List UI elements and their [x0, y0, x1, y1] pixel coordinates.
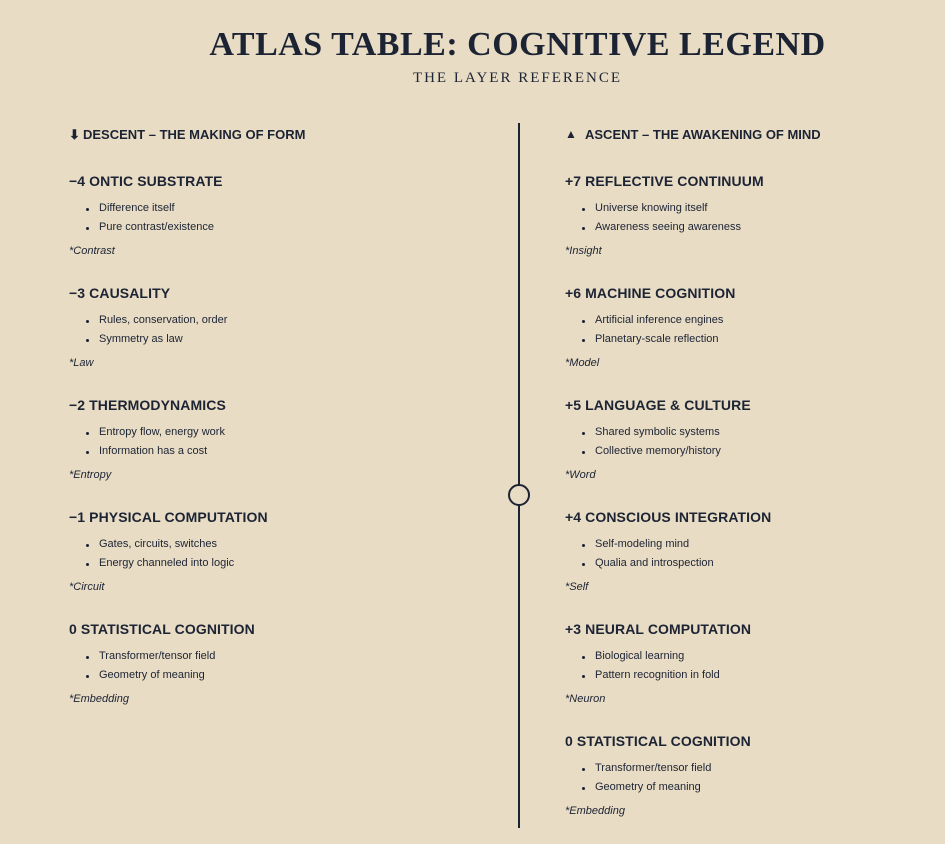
layer-block [565, 284, 945, 396]
layer-items [69, 311, 449, 349]
page-title: ATLAS TABLE: COGNITIVE LEGEND [209, 26, 826, 63]
layer-items [565, 199, 945, 237]
list-item: Energy channeled into logic [86, 554, 449, 573]
list-item: Geometry of meaning [86, 666, 449, 685]
descent-column [69, 126, 449, 732]
list-item: Transformer/tensor field [86, 647, 449, 666]
list-item: Collective memory/history [582, 442, 945, 461]
layer-tag: *Model [565, 357, 600, 369]
list-item: Artificial inference engines [582, 311, 945, 330]
list-item: Transformer/tensor field [582, 759, 945, 778]
layer-tag: *Neuron [565, 693, 606, 705]
list-item: Gates, circuits, switches [86, 535, 449, 554]
layer-block [565, 396, 945, 508]
layer-tag: *Insight [565, 245, 602, 257]
list-item: Universe knowing itself [582, 199, 945, 218]
layer-block [565, 732, 945, 844]
layer-tag: *Entropy [69, 469, 112, 481]
list-item: Biological learning [582, 647, 945, 666]
layer-title: +3 NEURAL COMPUTATION [565, 621, 752, 637]
layer-items [565, 311, 945, 349]
layer-items [565, 535, 945, 573]
layer-title: −2 THERMODYNAMICS [69, 397, 226, 413]
layer-items [69, 423, 449, 461]
list-item: Awareness seeing awareness [582, 218, 945, 237]
layer-items [565, 759, 945, 797]
layer-items [565, 647, 945, 685]
list-item: Entropy flow, energy work [86, 423, 449, 442]
layer-items [69, 535, 449, 573]
layer-title: +4 CONSCIOUS INTEGRATION [565, 509, 772, 525]
list-item: Rules, conservation, order [86, 311, 449, 330]
center-divider [518, 123, 520, 828]
layer-tag: *Self [565, 581, 589, 593]
layer-title: −1 PHYSICAL COMPUTATION [69, 509, 268, 525]
list-item: Difference itself [86, 199, 449, 218]
layer-tag: *Word [565, 469, 596, 481]
descent-heading [69, 126, 449, 143]
layer-title: −3 CAUSALITY [69, 285, 171, 301]
layer-block [565, 172, 945, 284]
layer-items [69, 199, 449, 237]
layer-block [69, 172, 449, 284]
layer-block [69, 284, 449, 396]
layer-title: 0 STATISTICAL COGNITION [69, 621, 255, 637]
layer-title: −4 ONTIC SUBSTRATE [69, 173, 223, 189]
layer-title: +7 REFLECTIVE CONTINUUM [565, 173, 764, 189]
list-item: Shared symbolic systems [582, 423, 945, 442]
list-item: Information has a cost [86, 442, 449, 461]
layer-title: 0 STATISTICAL COGNITION [565, 733, 751, 749]
layer-block [565, 620, 945, 732]
arrow-down-icon: ⬇ [69, 127, 80, 142]
layer-items [565, 423, 945, 461]
list-item: Self-modeling mind [582, 535, 945, 554]
list-item: Geometry of meaning [582, 778, 945, 797]
layer-items [69, 647, 449, 685]
descent-heading-label: DESCENT – THE MAKING OF FORM [83, 127, 306, 142]
center-node-circle-icon [508, 484, 530, 506]
layer-tag: *Embedding [69, 693, 129, 705]
layer-tag: *Law [69, 357, 94, 369]
layer-block [69, 396, 449, 508]
page-subtitle: THE LAYER REFERENCE [412, 70, 623, 86]
list-item: Pattern recognition in fold [582, 666, 945, 685]
list-item: Pure contrast/existence [86, 218, 449, 237]
list-item: Planetary-scale reflection [582, 330, 945, 349]
layer-title: +5 LANGUAGE & CULTURE [565, 397, 751, 413]
layer-tag: *Circuit [69, 581, 105, 593]
layer-block [69, 620, 449, 732]
layer-title: +6 MACHINE COGNITION [565, 285, 736, 301]
triangle-up-icon: ▲ [565, 127, 577, 141]
layer-tag: *Embedding [565, 805, 625, 817]
ascent-heading [565, 126, 945, 143]
ascent-column [565, 126, 945, 844]
layer-block [565, 508, 945, 620]
layer-block [69, 508, 449, 620]
list-item: Qualia and introspection [582, 554, 945, 573]
list-item: Symmetry as law [86, 330, 449, 349]
page-header [0, 24, 945, 88]
layer-tag: *Contrast [69, 245, 115, 257]
ascent-heading-label: ASCENT – THE AWAKENING OF MIND [585, 127, 821, 142]
